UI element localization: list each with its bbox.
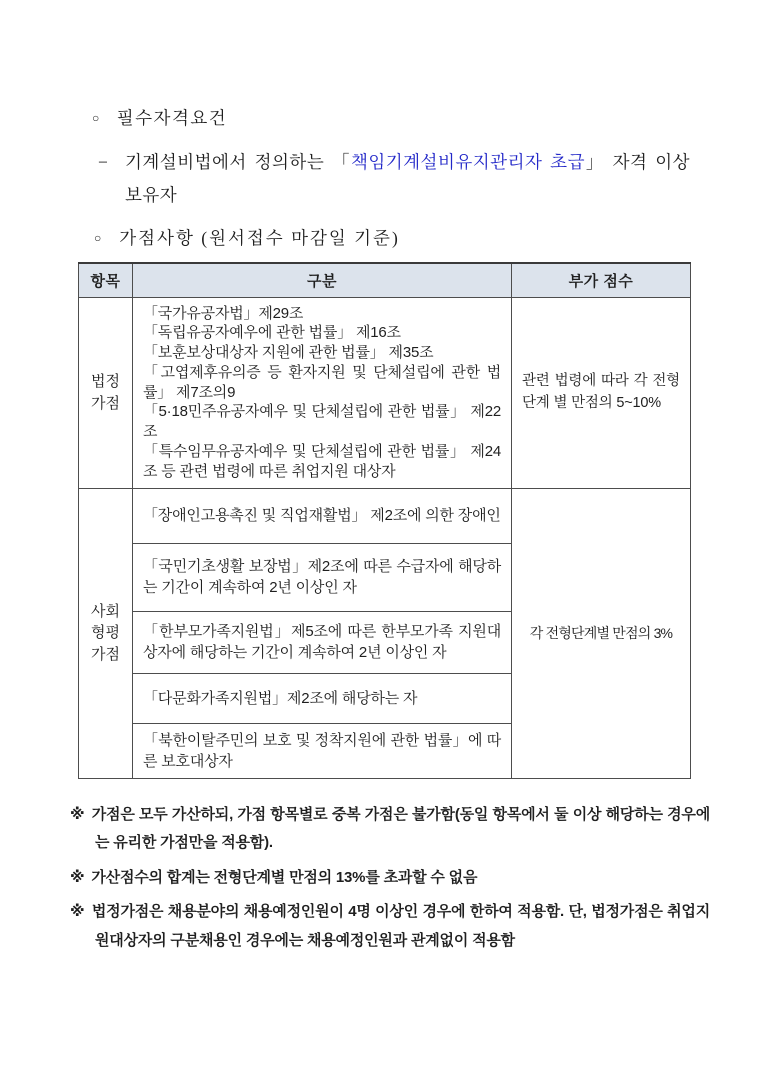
footnote-text: 가산점수의 합계는 전형단계별 만점의 13%를 초과할 수 없음 [91,868,478,886]
social-equity-item: 「북한이탈주민의 보호 및 정착지원에 관한 법률」에 따른 보호대상자 [133,723,512,778]
table-header-row [79,263,691,297]
qualification-highlight: 책임기계설비유지관리자 초급 [350,152,585,172]
qualification-text-prefix: 기계설비법에서 정의하는 「 [125,152,351,172]
circle-bullet-icon: ○ [94,231,104,245]
law-item: 「국가유공자법」제29조 [143,304,304,322]
law-item: 「고엽제후유의증 등 환자지원 및 단체설립에 관한 법률」 제7조의9 [143,363,501,401]
law-item: 「독립유공자예우에 관한 법률」 제16조 [143,324,401,342]
dash-bullet-icon: − [98,152,108,172]
legal-bonus-laws [133,297,512,488]
footnote [70,801,710,858]
bonus-section-title: 가점사항 (원서접수 마감일 기준) [119,228,400,248]
social-equity-category [79,488,133,778]
reference-mark-icon: ※ [70,903,85,921]
social-equity-item: 「국민기초생활 보장법」제2조에 따른 수급자에 해당하는 기간이 계속하여 2년 이상인 자 [133,543,512,611]
social-equity-item: 「한부모가족지원법」제5조에 따른 한부모가족 지원대상자에 해당하는 기간이 계속하여 2년 이상인 자 [133,611,512,673]
circle-bullet-icon: ○ [92,111,101,125]
required-qualification-text [125,146,690,212]
header-category: 구분 [133,263,512,297]
score-text: 관련 법령에 따라 각 전형 단계 별 만점의 5~10% [522,372,680,411]
footnote [70,898,710,955]
law-item: 「보훈보상대상자 지원에 관한 법률」 제35조 [143,344,434,362]
qualification-text-suffix: 」 자격 이상 보유자 [125,152,691,205]
table-row-social-equity-1 [79,488,691,543]
bonus-points-table [78,262,691,779]
footnote-text: 가점은 모두 가산하되, 가점 항목별로 중복 가점은 불가함(동일 항목에서 둘 이상 해당하는 경우에는 유리한 가점만을 적용함). [91,805,710,852]
category-line: 가점 [91,646,120,664]
section-required-qualifications [92,106,690,130]
header-score: 부가 점수 [512,263,691,297]
table-row-legal-bonus [79,297,691,488]
law-item: 「5·18민주유공자예우 및 단체설립에 관한 법률」 제22조 [143,403,501,441]
footnotes [70,801,710,956]
required-qualification-item [98,146,690,212]
header-item: 항목 [79,263,133,297]
reference-mark-icon: ※ [70,868,85,886]
required-section-title: 필수자격요건 [116,108,228,128]
social-equity-item: 「다문화가족지원법」제2조에 해당하는 자 [133,673,512,723]
law-item: 「특수임무유공자예우 및 단체설립에 관한 법률」 제24조 등 관련 법령에 따른 취업지원 대상자 [143,443,501,480]
legal-bonus-category [79,297,133,488]
category-line: 법정 [91,372,120,390]
social-equity-score: 각 전형단계별 만점의 3% [512,488,691,778]
footnote-text: 법정가점은 채용분야의 채용예정인원이 4명 이상인 경우에 한하여 적용함. 단, 법정가점은 취업지원대상자의 구분채용인 경우에는 채용예정인원과 관계없이 적용함 [91,903,710,949]
footnote [70,864,710,893]
reference-mark-icon: ※ [70,805,85,823]
category-line: 형평 [91,624,120,642]
legal-bonus-score [512,297,691,488]
section-bonus-points [94,226,690,250]
social-equity-item: 「장애인고용촉진 및 직업재활법」 제2조에 의한 장애인 [133,488,512,543]
category-line: 가점 [91,394,120,412]
category-line: 사회 [91,602,120,620]
